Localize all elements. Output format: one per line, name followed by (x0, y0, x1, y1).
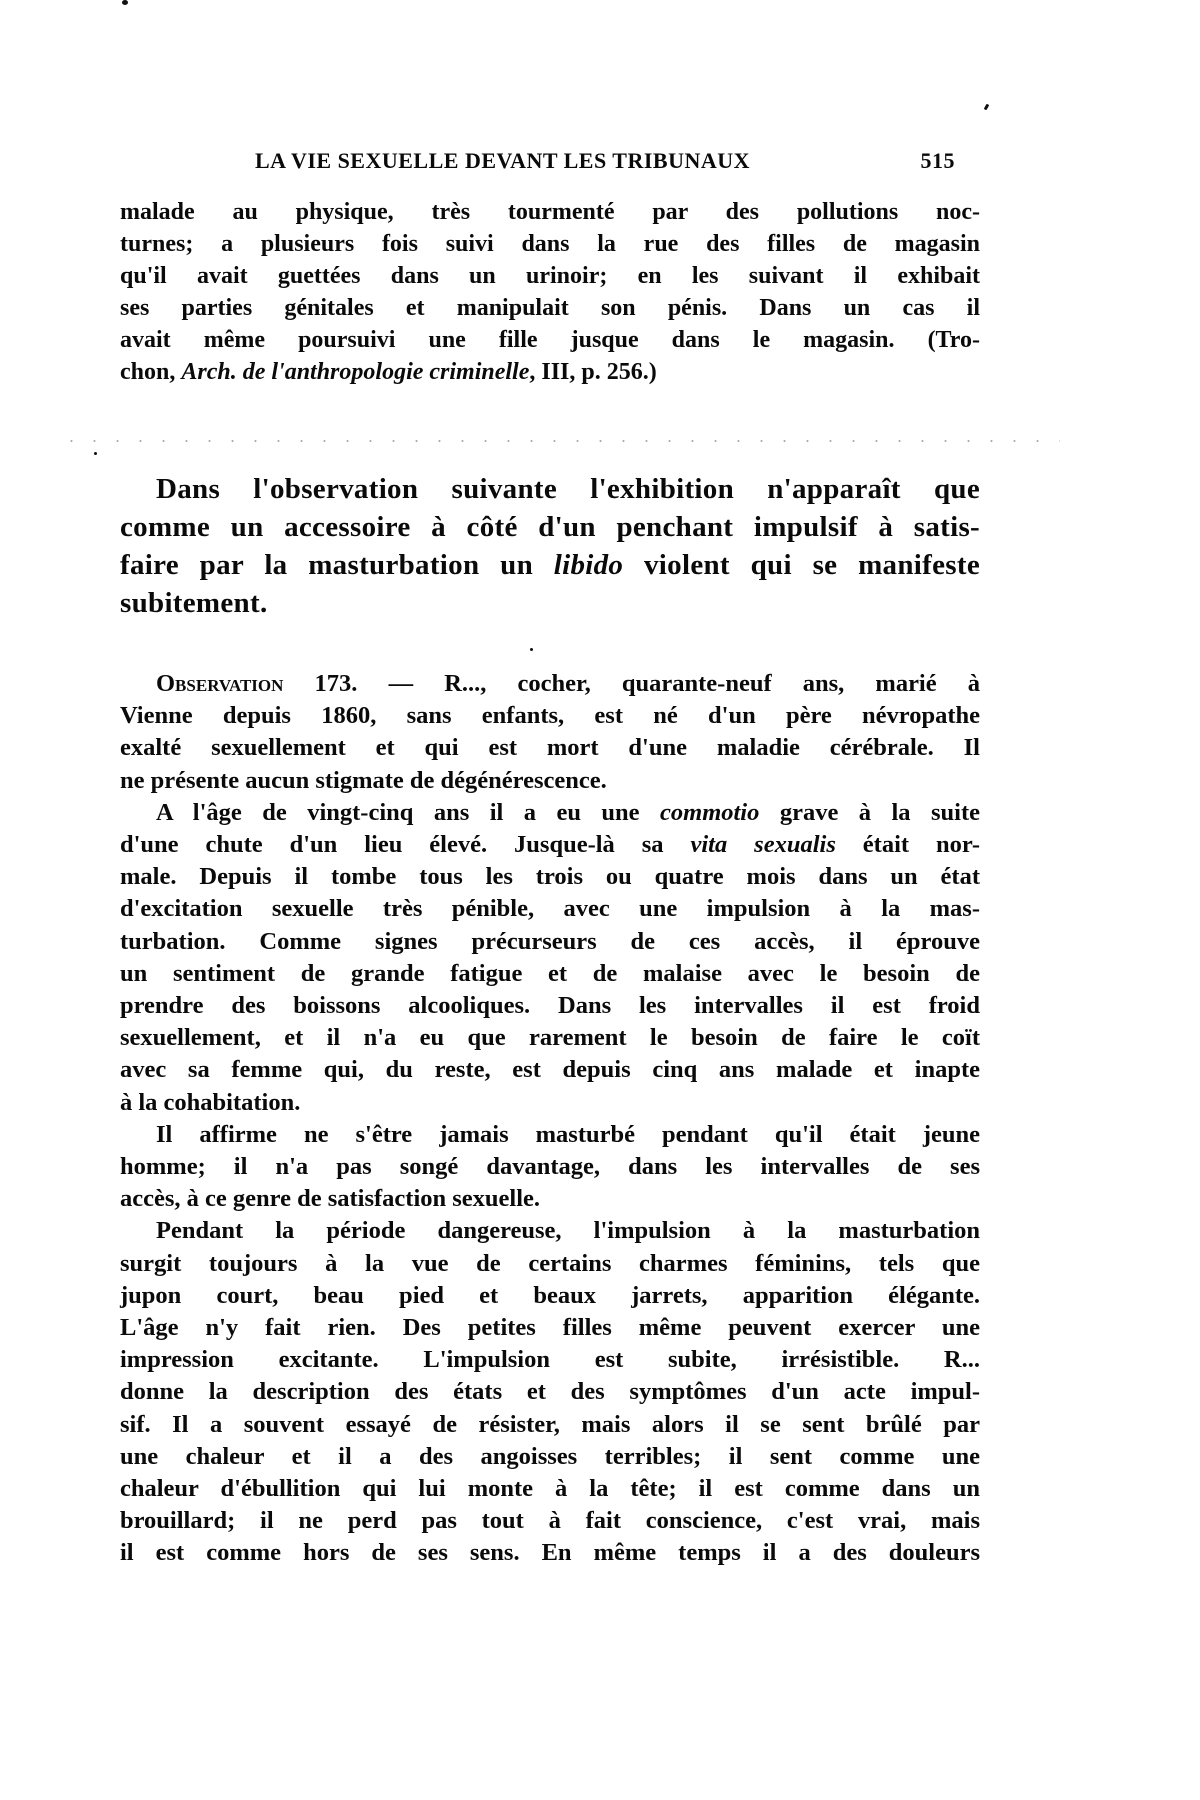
text-line: homme; il n'a pas songé davantage, dans les intervalles de ses (120, 1153, 980, 1181)
observation-heading-line: Observation 173. — R..., cocher, quarante-neuf ans, marié à (156, 670, 980, 697)
scan-speck (530, 648, 533, 651)
text-line: chaleur d'ébullition qui lui monte à la tête; il est comme dans un (120, 1475, 980, 1503)
text-line: accès, à ce genre de satisfaction sexuelle. (120, 1185, 541, 1213)
text-line: brouillard; il ne perd pas tout à fait conscience, c'est vrai, mais (120, 1507, 980, 1535)
text-line: il est comme hors de ses sens. En même temps il a des douleurs (120, 1539, 980, 1567)
running-head-title: LA VIE SEXUELLE DEVANT LES TRIBUNAUX (255, 148, 751, 173)
text-line: impression excitante. L'impulsion est subite, irrésistible. R... (120, 1346, 980, 1374)
text-line: jupon court, beau pied et beaux jarrets, apparition élégante. (120, 1281, 980, 1309)
text-line: faire par la masturbation un libido violent qui se manifeste (120, 549, 980, 581)
text-line: ne présente aucun stigmate de dégénérescence. (120, 766, 607, 794)
text-line: ses parties génitales et manipulait son pénis. Dans un cas il (120, 295, 980, 321)
text-line: sif. Il a souvent essayé de résister, mais alors il se sent brûlé par (120, 1410, 980, 1438)
text-line: avait même poursuivi une fille jusque dans le magasin. (Tro- (120, 327, 980, 353)
text-line: malade au physique, très tourmenté par des pollutions noc- (120, 199, 980, 225)
text-line: turnes; a plusieurs fois suivi dans la rue des filles de magasin (120, 231, 980, 257)
text-line: A l'âge de vingt-cinq ans il a eu une commotio grave à la suite (156, 798, 980, 826)
citation-journal: Arch. de l'anthropologie criminelle (181, 359, 530, 385)
text-line: male. Depuis il tombe tous les trois ou quatre mois dans un état (120, 863, 980, 891)
text-line: Vienne depuis 1860, sans enfants, est né d'un père névropathe (120, 702, 980, 730)
text-line: Pendant la période dangereuse, l'impulsion à la masturbation (156, 1217, 980, 1245)
text-line: comme un accessoire à côté d'un penchant impulsif à satis- (120, 511, 980, 543)
scan-speck (122, 0, 128, 5)
running-header (255, 148, 955, 180)
scan-speck (984, 104, 990, 111)
scan-speck (94, 452, 97, 455)
text-line: turbation. Comme signes précurseurs de ces accès, il éprouve (120, 927, 980, 955)
text-line: donne la description des états et des symptômes d'un acte impul- (120, 1378, 980, 1406)
observation-173 (120, 668, 980, 1570)
text-line: exalté sexuellement et qui est mort d'une maladie cérébrale. Il (120, 734, 980, 762)
text-line: Dans l'observation suivante l'exhibition n'apparaît que (156, 473, 980, 505)
text-line: un sentiment de grande fatigue et de malaise avec le besoin de (120, 959, 980, 987)
text-line: prendre des boissons alcooliques. Dans les intervalles il est froid (120, 992, 980, 1020)
text-line: qu'il avait guettées dans un urinoir; en les suivant il exhibait (120, 263, 980, 289)
observation-label: Observation 173. (156, 670, 358, 697)
page-number: 515 (920, 148, 955, 173)
text-line: une chaleur et il a des angoisses terribles; il sent comme une (120, 1442, 980, 1470)
text-line: d'une chute d'un lieu élevé. Jusque-là sa vita sexualis était nor- (120, 831, 981, 859)
text-line: Il affirme ne s'être jamais masturbé pendant qu'il était jeune (156, 1120, 980, 1148)
text-line: à la cohabitation. (120, 1088, 301, 1116)
quoted-case-block (120, 196, 980, 388)
text-line: surgit toujours à la vue de certains charmes féminins, tels que (120, 1249, 980, 1277)
citation-line: chon, Arch. de l'anthropologie criminelle, III, p. 256.) (120, 359, 657, 385)
text-line: L'âge n'y fait rien. Des petites filles même peuvent exercer une (120, 1314, 980, 1342)
text-line: avec sa femme qui, du reste, est depuis cinq ans malade et inapte (120, 1056, 980, 1084)
scan-noise-line (60, 438, 1060, 444)
text-line: sexuellement, et il n'a eu que rarement le besoin de faire le coït (120, 1024, 980, 1052)
text-line: subitement. (120, 587, 268, 619)
intro-paragraph (120, 470, 980, 622)
text-line: d'excitation sexuelle très pénible, avec une impulsion à la mas- (120, 895, 980, 923)
